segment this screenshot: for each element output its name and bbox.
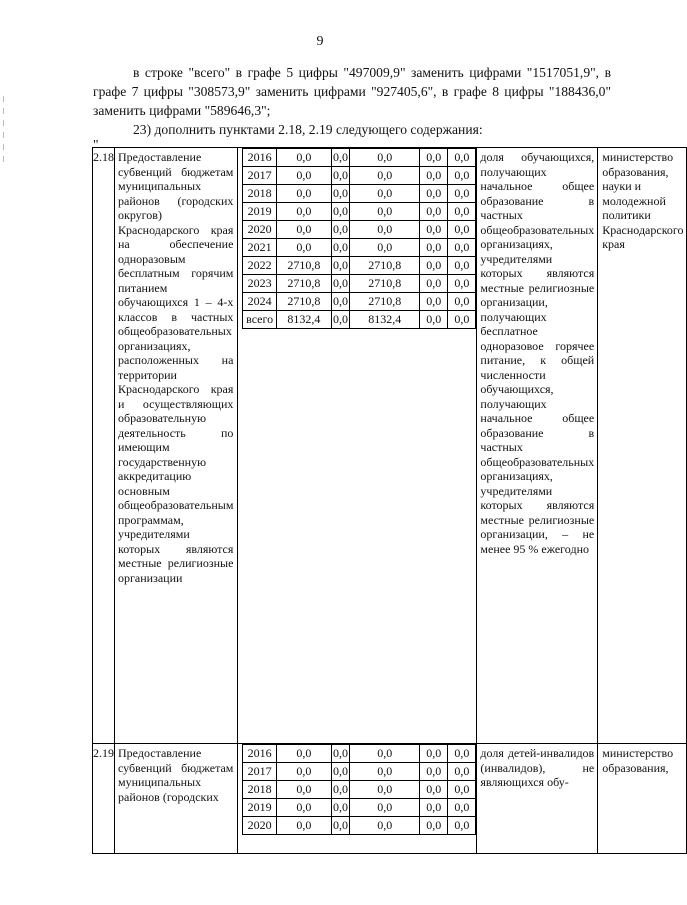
- federal-cell: 0,0: [331, 203, 349, 221]
- total-cell: 0,0: [276, 185, 331, 203]
- financing-row: [243, 167, 476, 185]
- total-cell: 2710,8: [276, 293, 331, 311]
- local-cell: 0,0: [420, 257, 448, 275]
- financing-table: [242, 148, 476, 329]
- local-cell: 0,0: [420, 185, 448, 203]
- other-cell: 0,0: [448, 817, 476, 835]
- year-cell: 2018: [243, 781, 276, 799]
- federal-cell: 0,0: [331, 275, 349, 293]
- local-cell: 0,0: [420, 275, 448, 293]
- total-cell: 0,0: [276, 239, 331, 257]
- financing-row: [243, 275, 476, 293]
- other-cell: 0,0: [448, 239, 476, 257]
- financing-row: [243, 293, 476, 311]
- local-cell: 0,0: [420, 311, 448, 329]
- regional-cell: 8132,4: [350, 311, 420, 329]
- local-cell: 0,0: [420, 293, 448, 311]
- financing-table: [242, 744, 476, 835]
- year-cell: 2024: [243, 293, 276, 311]
- table-row: [93, 148, 687, 744]
- other-cell: 0,0: [448, 167, 476, 185]
- year-cell: 2018: [243, 185, 276, 203]
- opening-quote: ": [93, 137, 99, 152]
- intro-paragraph-1: в строке "всего" в графе 5 цифры "497009,9" заменить цифрами "1517051,9", в графе 7 цифры "308573,9" заменить цифрами "927405,6", в графе 8 цифры "188436,0" заменить цифрами "589646,3";: [93, 65, 611, 118]
- federal-cell: 0,0: [331, 221, 349, 239]
- federal-cell: 0,0: [331, 799, 349, 817]
- page-number: 9: [316, 34, 324, 49]
- item-number: 2.18: [93, 148, 115, 744]
- item-organization: министерство образования,: [598, 744, 686, 854]
- local-cell: 0,0: [420, 167, 448, 185]
- regional-cell: 0,0: [350, 221, 420, 239]
- year-cell: 2020: [243, 817, 276, 835]
- year-cell: 2022: [243, 257, 276, 275]
- other-cell: 0,0: [448, 203, 476, 221]
- federal-cell: 0,0: [331, 167, 349, 185]
- financing-row: [243, 221, 476, 239]
- federal-cell: 0,0: [331, 781, 349, 799]
- margin-marks: [3, 96, 7, 168]
- other-cell: 0,0: [448, 185, 476, 203]
- local-cell: 0,0: [420, 149, 448, 167]
- regional-cell: 0,0: [350, 203, 420, 221]
- financing-row: [243, 799, 476, 817]
- regional-cell: 0,0: [350, 149, 420, 167]
- financing-row: [243, 311, 476, 329]
- financing-row: [243, 781, 476, 799]
- item-number: 2.19: [93, 744, 115, 854]
- total-cell: 0,0: [276, 799, 331, 817]
- total-cell: 2710,8: [276, 275, 331, 293]
- year-cell: 2023: [243, 275, 276, 293]
- other-cell: 0,0: [448, 799, 476, 817]
- regional-cell: 0,0: [350, 745, 420, 763]
- item-indicator: доля детей-инвалидов (инвалидов), не являющихся обу-: [477, 744, 598, 854]
- financing-row: [243, 239, 476, 257]
- other-cell: 0,0: [448, 275, 476, 293]
- local-cell: 0,0: [420, 239, 448, 257]
- regional-cell: 0,0: [350, 799, 420, 817]
- local-cell: 0,0: [420, 799, 448, 817]
- item-indicator: доля обучающихся, получающих начальное общее образование в частных общеобразовательных организациях, учредителями которых являются местные религиозные организации, получающих бесплатное одноразовое горячее питание, к общей численности обучающихся, получающих начальное общее образование в частных общеобразовательных организациях, учредителями которых являются местные религиозные организации, – не менее 95 % ежегодно: [477, 148, 598, 744]
- total-cell: 0,0: [276, 763, 331, 781]
- financing-cell: [238, 148, 477, 744]
- regional-cell: 0,0: [350, 167, 420, 185]
- year-cell: 2017: [243, 763, 276, 781]
- federal-cell: 0,0: [331, 311, 349, 329]
- intro-paragraph-2: 23) дополнить пунктами 2.18, 2.19 следующего содержания:: [133, 122, 483, 137]
- other-cell: 0,0: [448, 311, 476, 329]
- regional-cell: 2710,8: [350, 257, 420, 275]
- year-cell: 2019: [243, 799, 276, 817]
- year-cell: 2016: [243, 745, 276, 763]
- item-organization: министерство образования, науки и молодежной политики Краснодарского края: [598, 148, 686, 744]
- year-cell: 2017: [243, 167, 276, 185]
- regional-cell: 0,0: [350, 239, 420, 257]
- federal-cell: 0,0: [331, 149, 349, 167]
- total-cell: 0,0: [276, 167, 331, 185]
- financing-row: [243, 185, 476, 203]
- total-cell: 0,0: [276, 221, 331, 239]
- other-cell: 0,0: [448, 149, 476, 167]
- other-cell: 0,0: [448, 745, 476, 763]
- other-cell: 0,0: [448, 781, 476, 799]
- local-cell: 0,0: [420, 745, 448, 763]
- local-cell: 0,0: [420, 203, 448, 221]
- federal-cell: 0,0: [331, 293, 349, 311]
- year-cell: 2019: [243, 203, 276, 221]
- other-cell: 0,0: [448, 293, 476, 311]
- table-row: [93, 744, 687, 854]
- local-cell: 0,0: [420, 763, 448, 781]
- regional-cell: 0,0: [350, 817, 420, 835]
- federal-cell: 0,0: [331, 239, 349, 257]
- financing-cell: [238, 744, 477, 854]
- year-cell: 2016: [243, 149, 276, 167]
- year-cell: 2020: [243, 221, 276, 239]
- total-cell: 0,0: [276, 745, 331, 763]
- federal-cell: 0,0: [331, 745, 349, 763]
- total-cell: 8132,4: [276, 311, 331, 329]
- total-cell: 0,0: [276, 203, 331, 221]
- total-cell: 0,0: [276, 781, 331, 799]
- year-cell: 2021: [243, 239, 276, 257]
- item-description: Предоставление субвенций бюджетам муниципальных районов (городских: [115, 744, 238, 854]
- intro-text: [93, 63, 611, 151]
- local-cell: 0,0: [420, 817, 448, 835]
- financing-row: [243, 149, 476, 167]
- federal-cell: 0,0: [331, 257, 349, 275]
- financing-row: [243, 763, 476, 781]
- financing-row: [243, 817, 476, 835]
- total-cell: 0,0: [276, 817, 331, 835]
- item-description: Предоставление субвенций бюджетам муниципальных районов (городских округов) Краснодарского края на обеспечение одноразовым бесплатным горячим питанием обучающихся 1 – 4-х классов в частных общеобразовательных организациях, расположенных на территории Краснодарского края и осуществляющих образовательную деятельность по имеющим государственную аккредитацию основным общеобразовательным программам, учредителями которых являются местные религиозные организации: [115, 148, 238, 744]
- regional-cell: 2710,8: [350, 275, 420, 293]
- total-cell: 0,0: [276, 149, 331, 167]
- federal-cell: 0,0: [331, 185, 349, 203]
- program-table: [92, 147, 687, 854]
- total-cell: 2710,8: [276, 257, 331, 275]
- regional-cell: 0,0: [350, 781, 420, 799]
- financing-row: [243, 203, 476, 221]
- local-cell: 0,0: [420, 221, 448, 239]
- regional-cell: 0,0: [350, 185, 420, 203]
- other-cell: 0,0: [448, 221, 476, 239]
- financing-row: [243, 257, 476, 275]
- financing-row: [243, 745, 476, 763]
- regional-cell: 0,0: [350, 763, 420, 781]
- federal-cell: 0,0: [331, 763, 349, 781]
- other-cell: 0,0: [448, 257, 476, 275]
- local-cell: 0,0: [420, 781, 448, 799]
- federal-cell: 0,0: [331, 817, 349, 835]
- regional-cell: 2710,8: [350, 293, 420, 311]
- other-cell: 0,0: [448, 763, 476, 781]
- year-cell: всего: [243, 311, 276, 329]
